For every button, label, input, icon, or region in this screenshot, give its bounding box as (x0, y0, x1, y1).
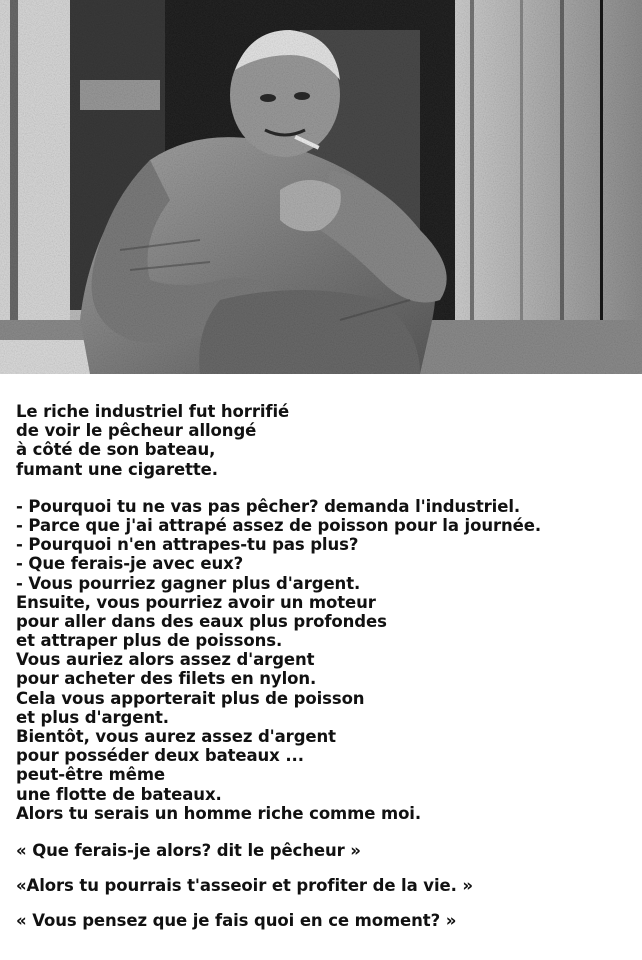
intro-line: de voir le pêcheur allongé (16, 421, 257, 441)
quote-final: « Vous pensez que je fais quoi en ce moment? » (16, 911, 457, 931)
intro-line: Le riche industriel fut horrifié (16, 402, 290, 421)
dialogue-line: - Pourquoi tu ne vas pas pêcher? demanda l'industriel. (16, 496, 521, 516)
dialogue-line: - Pourquoi n'en attrapes-tu pas plus? (16, 535, 359, 555)
dialogue-line: et plus d'argent. (16, 707, 169, 727)
dialogue-line: Bientôt, vous aurez assez d'argent (16, 727, 336, 746)
story-text (16, 402, 638, 931)
dialogue-line: - Parce que j'ai attrapé assez de poisson pour la journée. (16, 515, 542, 535)
dialogue-line: Alors tu serais un homme riche comme moi. (16, 803, 422, 823)
dialogue-line: pour posséder deux bateaux ... (16, 746, 304, 766)
intro-line: à côté de son bateau, (16, 440, 216, 460)
dialogue-line: - Que ferais-je avec eux? (16, 554, 244, 574)
dialogue-line: Ensuite, vous pourriez avoir un moteur (16, 592, 376, 612)
fisherman-smoking-photo (0, 0, 642, 374)
quote-fisherman: « Que ferais-je alors? dit le pêcheur » (16, 840, 361, 860)
dialogue-line: une flotte de bateaux. (16, 784, 222, 804)
dialogue-line: et attraper plus de poissons. (16, 631, 283, 651)
dialogue-line: pour aller dans des eaux plus profondes (16, 611, 387, 631)
dialogue-line: Cela vous apporterait plus de poisson (16, 688, 365, 708)
dialogue-line: - Vous pourriez gagner plus d'argent. (16, 573, 361, 593)
dialogue-line: Vous auriez alors assez d'argent (16, 650, 315, 670)
dialogue-line: pour acheter des filets en nylon. (16, 669, 317, 689)
dialogue-line: peut-être même (16, 765, 166, 785)
intro-line: fumant une cigarette. (16, 459, 218, 479)
quote-industrialist: «Alors tu pourrais t'asseoir et profiter de la vie. » (16, 876, 473, 896)
fisherman-photo (0, 0, 642, 374)
